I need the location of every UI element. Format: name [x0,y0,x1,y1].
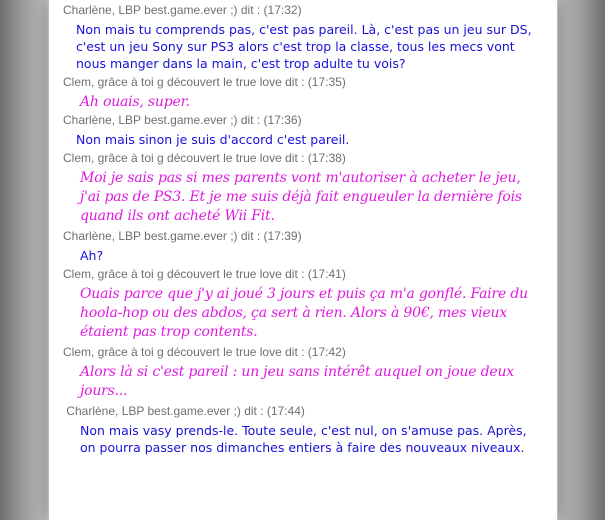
message-text: Moi je sais pas si mes parents vont m'autoriser à acheter le jeu, j'ai pas de PS3. Et je me suis déjà fait engueuler la dernière fois quand ils ont acheté Wii Fit. [80,170,522,224]
message-header: Charlène, LBP best.game.ever ;) dit : (17:36) [63,113,302,127]
message-header: Clem, grâce à toi g découvert le true love dit : (17:41) [63,267,346,281]
message-text: Ouais parce que j'y ai joué 3 jours et puis ça m'a gonflé. Faire du hoola-hop ou des abdos, ça sert à rien. Alors à 90€, mes vieux étaient pas trop contents. [80,286,528,340]
message-6 [63,267,543,342]
message-text: Ah ouais, super. [80,94,190,110]
message-header: Clem, grâce à toi g découvert le true love dit : (17:42) [63,345,346,359]
message-text: Alors là si c'est pareil : un jeu sans intérêt auquel on joue deux jours... [80,364,514,399]
message-2 [63,75,543,112]
message-header: Charlène, LBP best.game.ever ;) dit : (17:44) [63,404,305,418]
message-text: Non mais sinon je suis d'accord c'est pareil. [76,132,350,147]
chat-window [48,0,558,520]
message-1 [63,3,543,72]
message-7 [63,345,543,401]
message-header: Clem, grâce à toi g découvert le true love dit : (17:35) [63,75,346,89]
message-header: Clem, grâce à toi g découvert le true love dit : (17:38) [63,151,346,165]
message-text: Non mais tu comprends pas, c'est pas pareil. Là, c'est pas un jeu sur DS, c'est un jeu Sony sur PS3 alors c'est trop la classe, tous les mecs vont nous manger dans la main, c'est trop adulte tu vois? [76,22,532,71]
message-header: Charlène, LBP best.game.ever ;) dit : (17:32) [63,3,302,17]
message-text: Non mais vasy prends-le. Toute seule, c'est nul, on s'amuse pas. Après, on pourra passer nos dimanches entiers à faire des nouveaux niveaux. [80,423,527,455]
message-3 [63,113,543,148]
message-header: Charlène, LBP best.game.ever ;) dit : (17:39) [63,229,302,243]
message-8 [63,404,543,456]
conversation-history [63,3,543,459]
message-text: Ah? [80,248,104,263]
message-4 [63,151,543,226]
message-5 [63,229,543,264]
